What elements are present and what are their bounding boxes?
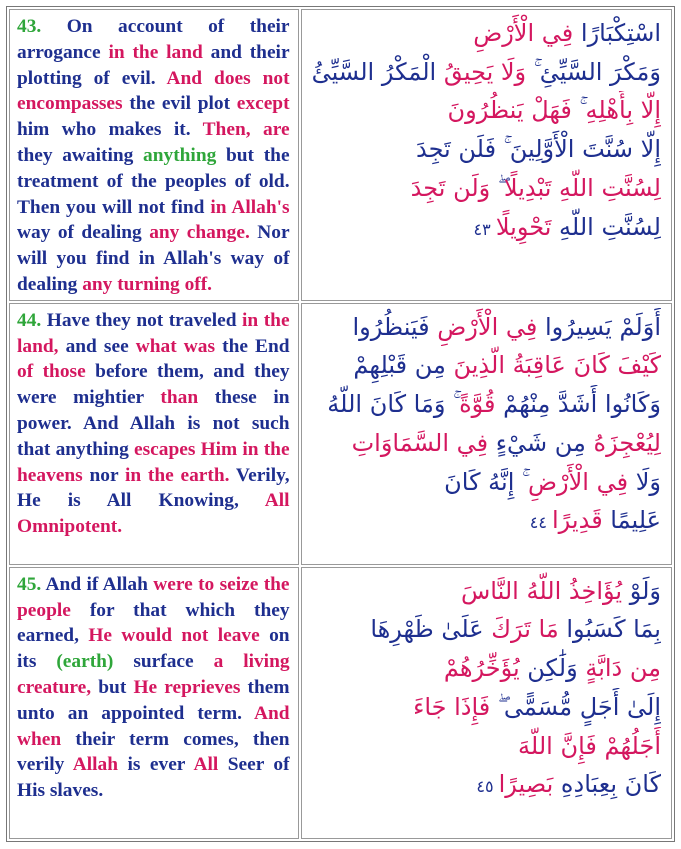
arabic-line (312, 53, 661, 92)
translation-segment: any change. (149, 222, 250, 244)
arabic-text (312, 572, 661, 807)
arabic-segment: وَلَٰكِن (519, 654, 586, 683)
translation-segment: were to seize the people (17, 573, 290, 621)
arabic-segment: أَوَلَمْ يَسِيرُوا (537, 312, 661, 341)
arabic-segment: مَا تَرَكَ (491, 615, 559, 644)
arabic-line (312, 346, 661, 385)
arabic-text-cell (301, 567, 672, 839)
translation-segment: a living creature, (17, 651, 290, 698)
arabic-line (312, 91, 661, 130)
arabic-segment: وَكَانُوا أَشَدَّ مِنْهُمْ (495, 390, 661, 419)
verse-row (9, 303, 672, 565)
translation-segment: than (160, 387, 199, 409)
arabic-segment: وَلَا يَحِيقُ (443, 57, 527, 86)
translation-segment: Seer of His slaves. (17, 754, 290, 802)
arabic-segment: كَيْفَ كَانَ عَاقِبَةُ (505, 351, 661, 380)
translation-segment: the End (215, 335, 290, 357)
arabic-segment: وَلَا (628, 467, 661, 496)
arabic-text-cell (301, 9, 672, 301)
arabic-segment: ۚ (571, 96, 586, 125)
english-translation-cell (9, 303, 299, 565)
translation-segment: Have they not traveled (46, 309, 243, 331)
translation-segment: (earth) (56, 651, 114, 673)
arabic-segment: لِسُنَّتِ اللَّهِ (551, 212, 661, 241)
arabic-segment: قُوَّةً (459, 390, 496, 419)
translation-segment: any turning off. (82, 273, 213, 295)
translation-segment: Nor will you find in Allah's way of dealing (17, 222, 290, 295)
translation-segment: what was (135, 335, 216, 357)
arabic-segment: لِسُنَّتِ اللَّهِ تَبْدِيلًا (503, 173, 661, 202)
verse-end-mark: ٤٥ (476, 777, 499, 797)
translation-segment: anything (143, 144, 217, 166)
english-translation (17, 14, 290, 298)
arabic-segment: ۚ وَمَا كَانَ اللَّهُ (327, 390, 460, 419)
translation-segment: All Omnipotent. (17, 490, 290, 538)
arabic-line (312, 385, 661, 424)
arabic-segment: إِلَىٰ أَجَلٍ مُّسَمًّى (503, 692, 661, 721)
arabic-segment: فَهَلْ يَنظُرُونَ (447, 96, 572, 125)
translation-segment: on its (17, 625, 290, 673)
arabic-segment: أَجَلُهُمْ (604, 731, 661, 760)
arabic-segment: فَيَنظُرُوا (352, 312, 438, 341)
arabic-segment: وَلَن تَجِدَ (410, 173, 491, 202)
translation-segment: and their plotting of evil. (17, 41, 290, 89)
english-translation-cell (9, 9, 299, 301)
translation-segment: in the land, (17, 309, 290, 357)
arabic-segment: فَإِذَا جَاءَ (413, 692, 491, 721)
arabic-line (312, 572, 661, 611)
arabic-segment: ۖ (490, 173, 504, 202)
arabic-line (312, 688, 661, 727)
english-translation (17, 572, 290, 804)
translation-segment: for that which they earned, (17, 599, 290, 647)
arabic-segment: وَلَوْ (622, 576, 661, 605)
arabic-segment: عَلِيمًا (602, 506, 661, 535)
translation-segment: He would not leave (88, 625, 260, 647)
arabic-line (312, 169, 661, 208)
verse-number: 43. (17, 16, 42, 37)
translation-segment: nor (82, 464, 125, 486)
arabic-line (312, 14, 661, 53)
translation-segment: Verily, He is All Knowing, (17, 464, 290, 512)
arabic-segment: تَحْوِيلًا (495, 212, 552, 241)
arabic-segment: مِن شَيْءٍ (488, 428, 594, 457)
arabic-segment: مِن دَابَّةٍ (585, 654, 661, 683)
translation-segment: them unto an appointed term. (17, 676, 290, 724)
translation-segment: except (236, 93, 290, 115)
translation-segment: him who makes it. (17, 119, 203, 141)
arabic-segment: قَدِيرًا (552, 506, 603, 535)
arabic-segment: ۚ فَلَن تَجِدَ (415, 135, 510, 164)
translation-segment: but the treatment of the peoples of old. Then you will not find (17, 144, 290, 218)
translation-segment: in the earth. (124, 464, 230, 486)
arabic-line (312, 610, 661, 649)
arabic-line (312, 649, 661, 688)
arabic-line (312, 424, 661, 463)
arabic-segment: فِي الْأَرْضِ (473, 19, 574, 47)
arabic-segment: فِي الْأَرْضِ (437, 312, 538, 341)
translation-segment: in the land (108, 41, 203, 63)
verse-end-mark: ٤٣ (473, 219, 496, 239)
verse-end-mark: ٤٤ (529, 513, 552, 533)
translation-segment: but (91, 676, 134, 698)
verse-row (9, 9, 672, 301)
arabic-segment: فَإِنَّ اللَّهَ (518, 731, 605, 760)
translation-segment: and see (58, 335, 136, 357)
translation-segment: their term comes, then verily (17, 728, 290, 776)
verse-number: 44. (17, 309, 42, 331)
translation-segment: And if Allah (45, 573, 154, 595)
arabic-line (312, 130, 661, 169)
translation-segment: And does not encompasses (17, 67, 290, 115)
translation-segment: they awaiting (17, 144, 144, 166)
translation-segment: way of dealing (17, 222, 150, 244)
arabic-line (312, 727, 661, 766)
translation-segment: before them, and they were mightier (17, 361, 290, 409)
translation-segment: of those (17, 361, 86, 383)
arabic-segment: اسْتِكْبَارًا (573, 19, 661, 47)
translation-segment: the evil plot (122, 93, 237, 115)
translation-segment: Allah (72, 754, 119, 776)
english-translation-cell (9, 567, 299, 839)
arabic-segment: فِي السَّمَاوَاتِ (351, 428, 489, 457)
translation-segment: is ever (118, 754, 194, 776)
translation-segment: All (193, 754, 219, 776)
translation-segment: He reprieves (133, 676, 241, 698)
verse-number: 45. (17, 573, 42, 595)
arabic-segment: كَانَ بِعِبَادِهِ (553, 770, 661, 799)
arabic-line (312, 501, 661, 543)
arabic-segment: إِلَّا سُنَّتَ الْأَوَّلِينَ (509, 135, 661, 164)
translation-segment: Then, are (202, 119, 290, 141)
arabic-segment: يُؤَخِّرُهُمْ (443, 654, 520, 683)
arabic-segment: بِمَا كَسَبُوا (558, 615, 661, 644)
arabic-segment: وَمَكْرَ السَّيِّئِ ۚ (526, 57, 661, 86)
arabic-segment: لِيُعْجِزَهُ (593, 428, 661, 457)
verse-row (9, 567, 672, 839)
arabic-segment: بَصِيرًا (498, 770, 554, 799)
arabic-segment: يُؤَاخِذُ اللَّهُ النَّاسَ (461, 576, 623, 605)
arabic-segment: ۚ إِنَّهُ كَانَ (444, 467, 529, 496)
arabic-segment: عَلَىٰ ظَهْرِهَا (370, 615, 492, 644)
arabic-segment: ۖ (490, 692, 504, 721)
arabic-segment: الَّذِينَ (453, 351, 506, 380)
arabic-text (312, 14, 661, 249)
translation-segment: escapes Him in the heavens (17, 438, 290, 486)
arabic-line (312, 308, 661, 347)
verses-table (6, 6, 675, 842)
translation-segment: these in power. And Allah is not such that anything (17, 387, 290, 460)
arabic-text (312, 308, 661, 543)
arabic-line (312, 208, 661, 250)
english-translation (17, 308, 290, 540)
arabic-text-cell (301, 303, 672, 565)
arabic-line (312, 765, 661, 807)
arabic-segment: فِي الْأَرْضِ (528, 467, 629, 496)
translation-segment: in Allah's (210, 196, 290, 218)
arabic-segment: مِن قَبْلِهِمْ (353, 351, 454, 380)
translation-segment: And when (17, 702, 290, 750)
arabic-segment: الْمَكْرُ السَّيِّئُ (311, 57, 444, 86)
arabic-segment: إِلَّا بِأَهْلِهِ (585, 96, 661, 125)
arabic-line (312, 463, 661, 502)
translation-segment: On account of their arrogance (17, 16, 290, 63)
translation-segment: surface (113, 651, 214, 673)
